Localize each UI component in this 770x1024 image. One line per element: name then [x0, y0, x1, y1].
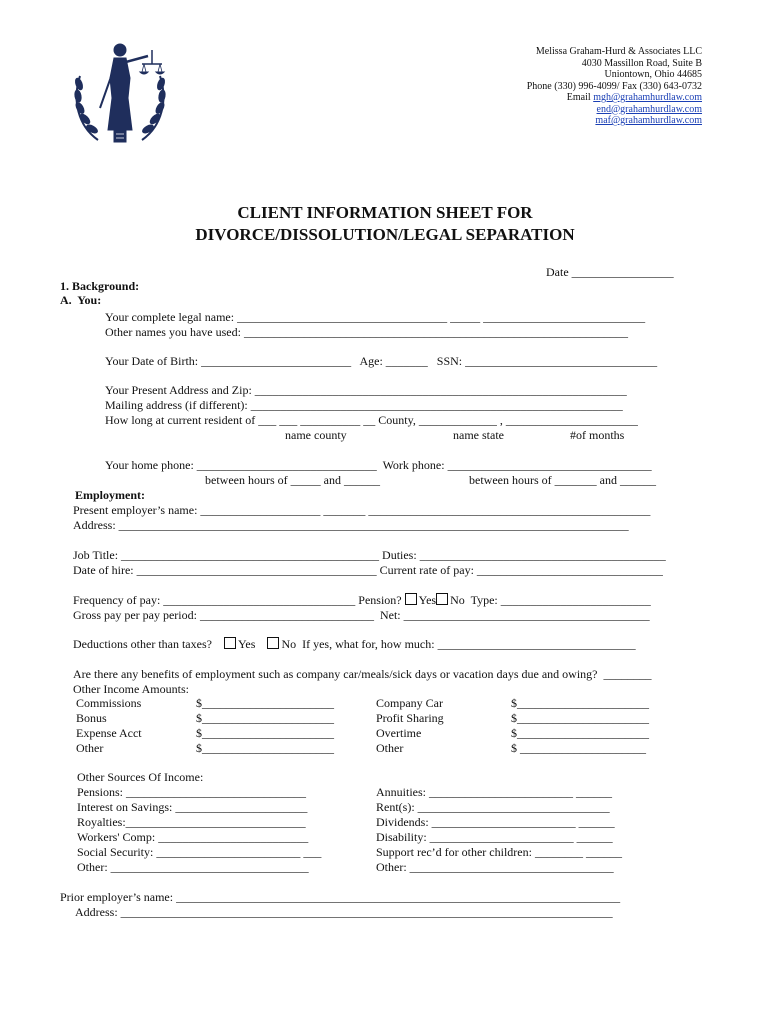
income-left-value-2[interactable]: $______________________	[196, 726, 334, 740]
employer-address-field[interactable]: Address: _____________________________________________________________________________________	[73, 518, 629, 532]
other-source-right-3[interactable]: Disability: ________________________ ______	[376, 830, 613, 844]
prior-employer-field[interactable]: Prior employer’s name: __________________________________________________________________________	[60, 890, 621, 904]
firm-email-row	[527, 92, 702, 104]
other-names-field[interactable]: Other names you have used: ________________________________________________________________	[105, 325, 628, 339]
income-right-value-2[interactable]: $______________________	[511, 726, 649, 740]
income-left-label-3: Other	[76, 741, 104, 755]
other-source-right-1[interactable]: Rent(s): ________________________________	[376, 800, 610, 814]
income-right-label-0: Company Car	[376, 696, 443, 710]
other-source-left-4[interactable]: Social Security: ________________________ ___	[77, 845, 322, 859]
date-field[interactable]: Date _________________	[546, 265, 674, 279]
frequency-pension-field[interactable]: Frequency of pay: ________________________________ Pension?	[73, 593, 402, 607]
gross-net-pay-field[interactable]: Gross pay per pay period: _____________________________ Net: _________________________________________	[73, 608, 650, 622]
pension-yes-checkbox[interactable]	[405, 593, 417, 605]
other-source-left-2[interactable]: Royalties:______________________________	[77, 815, 306, 829]
legal-name-field[interactable]: Your complete legal name: ___________________________________ _____ ___________________________	[105, 310, 646, 324]
deductions-label: Deductions other than taxes?	[73, 637, 212, 651]
firm-name: Melissa Graham-Hurd & Associates LLC	[535, 46, 702, 57]
deductions-yes-label: Yes	[237, 637, 256, 651]
other-source-right-4[interactable]: Support rec’d for other children: ________ ______	[376, 845, 622, 859]
firm-street: 4030 Massillon Road, Suite B	[581, 57, 702, 69]
deductions-no-checkbox[interactable]	[267, 637, 279, 649]
income-right-value-1[interactable]: $______________________	[511, 711, 649, 725]
months-caption: #of months	[570, 428, 625, 442]
benefits-question-field[interactable]: Are there any benefits of employment such as company car/meals/sick days or vacation days due and owing? ________	[73, 667, 652, 681]
other-income-heading: Other Income Amounts:	[73, 682, 189, 696]
other-sources-heading: Other Sources Of Income:	[77, 770, 204, 784]
email-link-3[interactable]: maf@grahamhurdlaw.com	[595, 115, 702, 126]
name-state-caption: name state	[453, 428, 504, 442]
phone-field[interactable]: Your home phone: ______________________________ Work phone: __________________________________	[105, 458, 652, 472]
income-right-label-2: Overtime	[376, 726, 422, 740]
email-link-2[interactable]: end@grahamhurdlaw.com	[596, 103, 702, 115]
other-source-right-2[interactable]: Dividends: ________________________ ______	[376, 815, 615, 829]
residency-field[interactable]: How long at current resident of ___ ___ __________ __ County, _____________ , ______________________	[105, 413, 638, 427]
other-source-left-3[interactable]: Workers' Comp: _________________________	[77, 830, 309, 844]
form-title-line-1: CLIENT INFORMATION SHEET FOR	[237, 203, 533, 222]
home-phone-hours[interactable]: between hours of _____ and ______	[205, 473, 380, 487]
pension-yes-label: Yes	[418, 593, 437, 607]
firm-phone: Phone (330) 996-4099/ Fax (330) 643-0732	[526, 80, 702, 92]
email-label: Email	[566, 92, 594, 103]
mailing-address-field[interactable]: Mailing address (if different): ______________________________________________________________	[105, 398, 623, 412]
subsection-you: A. You:	[60, 293, 102, 307]
deductions-yes-checkbox[interactable]	[224, 637, 236, 649]
firm-letterhead	[527, 46, 702, 127]
income-right-label-1: Profit Sharing	[376, 711, 444, 725]
pension-no-label: No	[450, 593, 465, 607]
other-source-left-1[interactable]: Interest on Savings: ______________________	[77, 800, 308, 814]
other-source-right-0[interactable]: Annuities: ________________________ ______	[376, 785, 612, 799]
email-link-1[interactable]: mgh@grahamhurdlaw.com	[593, 92, 702, 103]
income-right-value-0[interactable]: $______________________	[511, 696, 649, 710]
income-left-label-0: Commissions	[76, 696, 142, 710]
firm-city: Uniontown, Ohio 44685	[604, 69, 702, 80]
income-left-value-0[interactable]: $______________________	[196, 696, 334, 710]
employment-heading: Employment:	[75, 488, 145, 502]
prior-employer-address-field[interactable]: Address: __________________________________________________________________________________	[75, 905, 613, 919]
deductions-detail-field[interactable]: If yes, what for, how much: _________________________________	[302, 637, 636, 651]
pension-type-field[interactable]: Type: _________________________	[470, 593, 651, 607]
other-source-left-5[interactable]: Other: _________________________________	[77, 860, 309, 874]
income-left-value-1[interactable]: $______________________	[196, 711, 334, 725]
deductions-row	[73, 637, 636, 651]
income-right-label-3: Other	[376, 741, 404, 755]
form-title-line-2: DIVORCE/DISSOLUTION/LEGAL SEPARATION	[195, 225, 575, 244]
hire-date-pay-rate-field[interactable]: Date of hire: ________________________________________ Current rate of pay: _______________________________	[73, 563, 663, 577]
deductions-no-label: No	[281, 637, 297, 651]
present-employer-field[interactable]: Present employer’s name: ____________________ _______ _______________________________________________	[73, 503, 651, 517]
name-county-caption: name county	[285, 428, 347, 442]
income-left-value-3[interactable]: $______________________	[196, 741, 334, 755]
income-left-label-1: Bonus	[76, 711, 107, 725]
income-right-value-3[interactable]: $ _____________________	[511, 741, 646, 755]
present-address-field[interactable]: Your Present Address and Zip: ______________________________________________________________	[105, 383, 627, 397]
section-heading-background: 1. Background:	[60, 279, 140, 293]
income-left-label-2: Expense Acct	[76, 726, 142, 740]
job-title-duties-field[interactable]: Job Title: ___________________________________________ Duties: _________________________________________	[73, 548, 666, 562]
other-source-right-5[interactable]: Other: __________________________________	[376, 860, 614, 874]
lady-justice-logo-icon	[70, 38, 170, 148]
dob-age-ssn-field[interactable]: Your Date of Birth: _________________________ Age: _______ SSN: ________________________________	[105, 354, 658, 368]
other-source-left-0[interactable]: Pensions: ______________________________	[77, 785, 307, 799]
pay-frequency-row	[73, 593, 651, 607]
work-phone-hours[interactable]: between hours of _______ and ______	[469, 473, 656, 487]
pension-no-checkbox[interactable]	[436, 593, 448, 605]
